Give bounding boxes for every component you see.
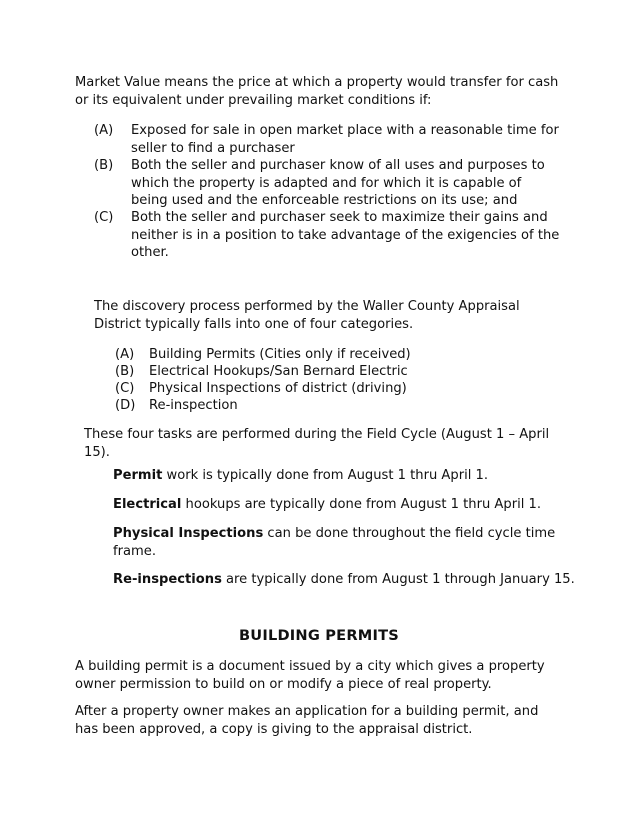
category-text: Building Permits (Cities only if received) bbox=[149, 347, 411, 362]
task-term: Permit bbox=[113, 468, 163, 483]
task-term: Re-inspections bbox=[113, 572, 222, 587]
category-text: Re-inspection bbox=[149, 398, 238, 413]
task-term: Physical Inspections bbox=[113, 526, 264, 541]
section-heading: BUILDING PERMITS bbox=[238, 627, 400, 644]
building-permit-paragraph-1: A building permit is a document issued by a city which gives a property owner permission to build on or modify a piece of real property. bbox=[75, 659, 545, 692]
task-re-inspections bbox=[113, 571, 593, 589]
condition-text: Both the seller and purchaser know of all uses and purposes to which the property is adapted and for which it is capable of being used and the enforceable restrictions on its use; and bbox=[131, 158, 545, 208]
task-term: Electrical bbox=[113, 497, 182, 512]
condition-label: (B) bbox=[94, 158, 114, 173]
task-physical-inspections bbox=[113, 525, 573, 560]
task-text: hookups are typically done from August 1 thru April 1. bbox=[181, 497, 542, 512]
building-permit-paragraph-2: After a property owner makes an application for a building permit, and has been approved, a copy is giving to the appraisal district. bbox=[75, 704, 539, 737]
category-label: (C) bbox=[115, 381, 135, 396]
category-label: (A) bbox=[115, 347, 135, 362]
category-text: Electrical Hookups/San Bernard Electric bbox=[149, 364, 408, 379]
task-text: work is typically done from August 1 thru April 1. bbox=[162, 468, 489, 483]
category-label: (B) bbox=[115, 364, 135, 379]
condition-label: (A) bbox=[94, 123, 114, 138]
discovery-intro: The discovery process performed by the Waller County Appraisal District typically falls into one of four categories. bbox=[94, 299, 520, 332]
market-value-intro: Market Value means the price at which a property would transfer for cash or its equivalent under prevailing market conditions if: bbox=[75, 75, 559, 108]
task-permit bbox=[113, 467, 583, 485]
category-text: Physical Inspections of district (driving) bbox=[149, 381, 407, 396]
condition-text: Both the seller and purchaser seek to maximize their gains and neither is in a position to take advantage of the exigencies of the other. bbox=[131, 210, 560, 260]
condition-label: (C) bbox=[94, 210, 114, 225]
field-cycle-intro: These four tasks are performed during the Field Cycle (August 1 – April 15). bbox=[84, 427, 550, 460]
task-electrical bbox=[113, 496, 583, 514]
condition-text: Exposed for sale in open market place with a reasonable time for seller to find a purchaser bbox=[131, 123, 559, 156]
task-text: can be done throughout the field cycle time frame. bbox=[113, 526, 556, 559]
category-label: (D) bbox=[115, 398, 136, 413]
task-text: are typically done from August 1 through January 15. bbox=[221, 572, 575, 587]
